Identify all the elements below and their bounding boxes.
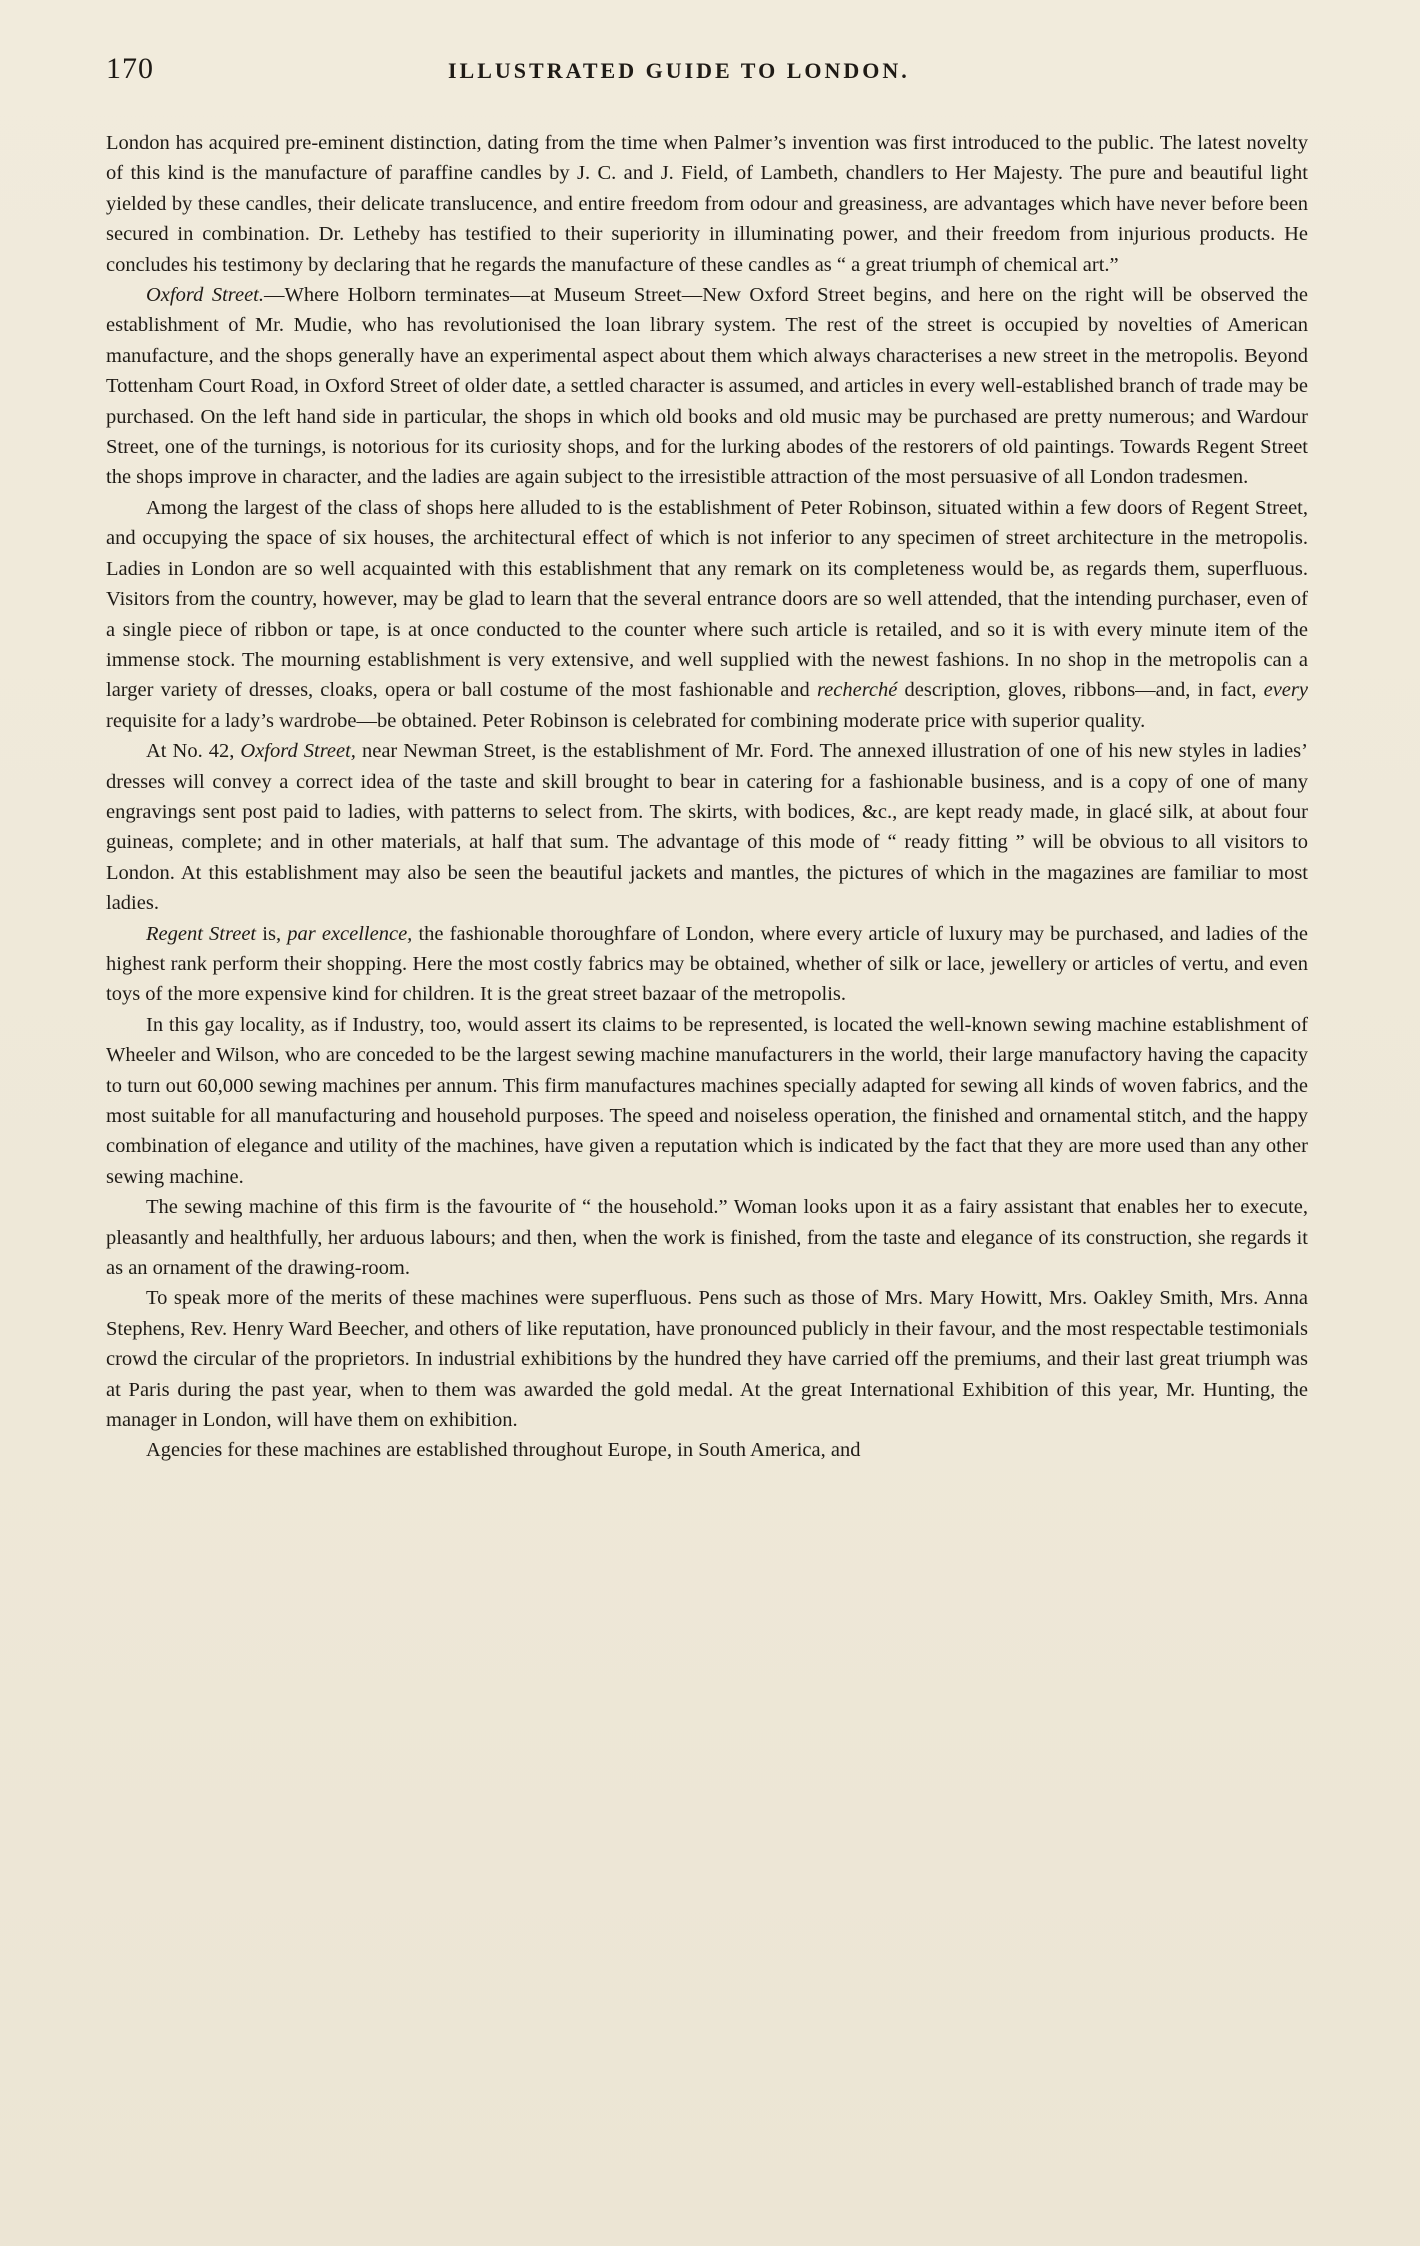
paragraph-mr-ford: [106, 736, 1308, 918]
paragraph-text: is,: [256, 922, 288, 945]
paragraph-household: [106, 1192, 1308, 1283]
paragraph-text: To speak more of the merits of these machines were superfluous. Pens such as those of Mrs. Mary Howitt, Mrs. Oakley Smith, Mrs. Anna Stephens, Rev. Henry Ward Beecher, and others of like reputation, have pronounced publicly in their favour, and the most respectable testimonials crowd the circular of the proprietors. In industrial exhibitions by the hundred they have carried off the premiums, and their last great triumph was at Paris during the past year, when to them was awarded the gold medal. At the great International Exhibition of this year, Mr. Hunting, the manager in London, will have them on exhibition.: [106, 1287, 1308, 1432]
italic-term-recherche: recherché: [816, 679, 898, 702]
page-header: [106, 52, 1306, 92]
paragraph-text: In this gay locality, as if Industry, too, would assert its claims to be represented, is located the well-known sewing machine establishment of Wheeler and Wilson, who are conceded to be the largest sewing machine manufacturers in the world, their large manufactory having the capacity to turn out 60,000 sewing machines per annum. This firm manufactures machines specially adapted for sewing all kinds of woven fabrics, and the most suitable for all manufacturing and household purposes. The speed and noiseless operation, the finished and ornamental stitch, and the happy combination of elegance and utility of the machines, have given a reputation which is indicated by the fact that they are more used than any other sewing machine.: [106, 1013, 1308, 1188]
paragraph-text: London has acquired pre-eminent distinction, dating from the time when Palmer’s invention was first introduced to the public. The latest novelty of this kind is the manufacture of paraffine candles by J. C. and J. Field, of Lambeth, chandlers to Her Majesty. The pure and beautiful light yielded by these candles, their delicate translucence, and entire freedom from odour and greasiness, are advantages which have never before been secured in combination. Dr. Letheby has testified to their superiority in illuminating power, and their freedom from injurious products. He concludes his testimony by declaring that he regards the manufacture of these candles as “ a great triumph of chemical art.”: [106, 132, 1308, 276]
body-text: [106, 128, 1308, 1466]
paragraph-text: —Where Holborn terminates—at Museum Street—New Oxford Street begins, and here on the right will be observed the establishment of Mr. Mudie, who has revolutionised the loan library system. The rest of the street is occupied by novelties of American manufacture, and the shops generally have an experimental aspect about them which always characterises a new street in the metropolis. Beyond Tottenham Court Road, in Oxford Street of older date, a settled character is assumed, and articles in every well-established branch of trade may be purchased. On the left hand side in particular, the shops in which old books and old music may be purchased are pretty numerous; and Wardour Street, one of the turnings, is notorious for its curiosity shops, and for the lurking abodes of the restorers of old paintings. Towards Regent Street the shops improve in character, and the ladies are again subject to the irresistible attraction of the most persuasive of all London tradesmen.: [106, 284, 1308, 489]
paragraph-text: near Newman Street, is the establishment of Mr. Ford. The annexed illustration of one of his new styles in ladies’ dresses will convey a correct idea of the taste and skill brought to bear in catering for a fashionable business, and is a copy of one of many engravings sent post paid to ladies, with patterns to select from. The skirts, with bodices, &c., are kept ready made, in glacé silk, at about four guineas, complete; and in other materials, at half that sum. The advantage of this mode of “ ready fitting ” will be obvious to all visitors to London. At this establishment may also be seen the beautiful jackets and mantles, the pictures of which in the magazines are familiar to most ladies.: [106, 740, 1308, 915]
paragraph-agencies: [106, 1435, 1308, 1465]
section-heading-regent-street: Regent Street: [146, 922, 257, 945]
paragraph-peter-robinson: [106, 493, 1308, 736]
paragraph-text: description, gloves, ribbons—and, in fact,: [897, 679, 1264, 702]
italic-term-every: every: [1263, 679, 1308, 702]
paragraph-text: The sewing machine of this firm is the favourite of “ the household.” Woman looks upon it as a fairy assistant that enables her to execute, pleasantly and healthfully, her arduous labours; and then, when the work is finished, from the taste and elegance of its construction, she regards it as an ornament of the drawing-room.: [106, 1196, 1308, 1280]
paragraph-text: requisite for a lady’s wardrobe—be obtained. Peter Robinson is celebrated for combining moderate price with superior quality.: [106, 709, 1146, 732]
italic-term-oxford-street: Oxford Street,: [240, 740, 356, 763]
page-number: 170: [106, 52, 154, 85]
section-heading-oxford-street: Oxford Street.: [146, 284, 264, 307]
paragraph-testimonials: [106, 1283, 1308, 1435]
italic-term-par-excellence: par excellence,: [287, 922, 413, 945]
running-title: ILLUSTRATED GUIDE TO LONDON.: [448, 58, 910, 83]
paragraph-text: the fashionable thoroughfare of London, where every article of luxury may be purchased, and ladies of the highest rank perform their shopping. Here the most costly fabrics may be obtained, whether of silk or lace, jewellery or articles of vertu, and even toys of the more expensive kind for children. It is the great street bazaar of the metropolis.: [106, 922, 1308, 1006]
paragraph-text: Among the largest of the class of shops here alluded to is the establishment of Peter Robinson, situated within a few doors of Regent Street, and occupying the space of six houses, the architectural effect of which is not inferior to any specimen of street architecture in the metropolis. Ladies in London are so well acquainted with this establishment that any remark on its completeness would be, as regards them, superfluous. Visitors from the country, however, may be glad to learn that the several entrance doors are so well attended, that the intending purchaser, even of a single piece of ribbon or tape, is at once conducted to the counter where such article is retailed, and so it is with every minute item of the immense stock. The mourning establishment is very extensive, and well supplied with the newest fashions. In no shop in the metropolis can a larger variety of dresses, cloaks, opera or ball costume of the most fashionable and: [106, 496, 1308, 702]
paragraph-candles: [106, 128, 1308, 280]
paragraph-wheeler-wilson: [106, 1010, 1308, 1192]
paragraph-text: At No. 42,: [146, 740, 241, 763]
paragraph-regent-street: [106, 919, 1308, 1010]
paragraph-oxford-street: [106, 280, 1308, 493]
paragraph-text: Agencies for these machines are established throughout Europe, in South America, and: [146, 1439, 861, 1462]
